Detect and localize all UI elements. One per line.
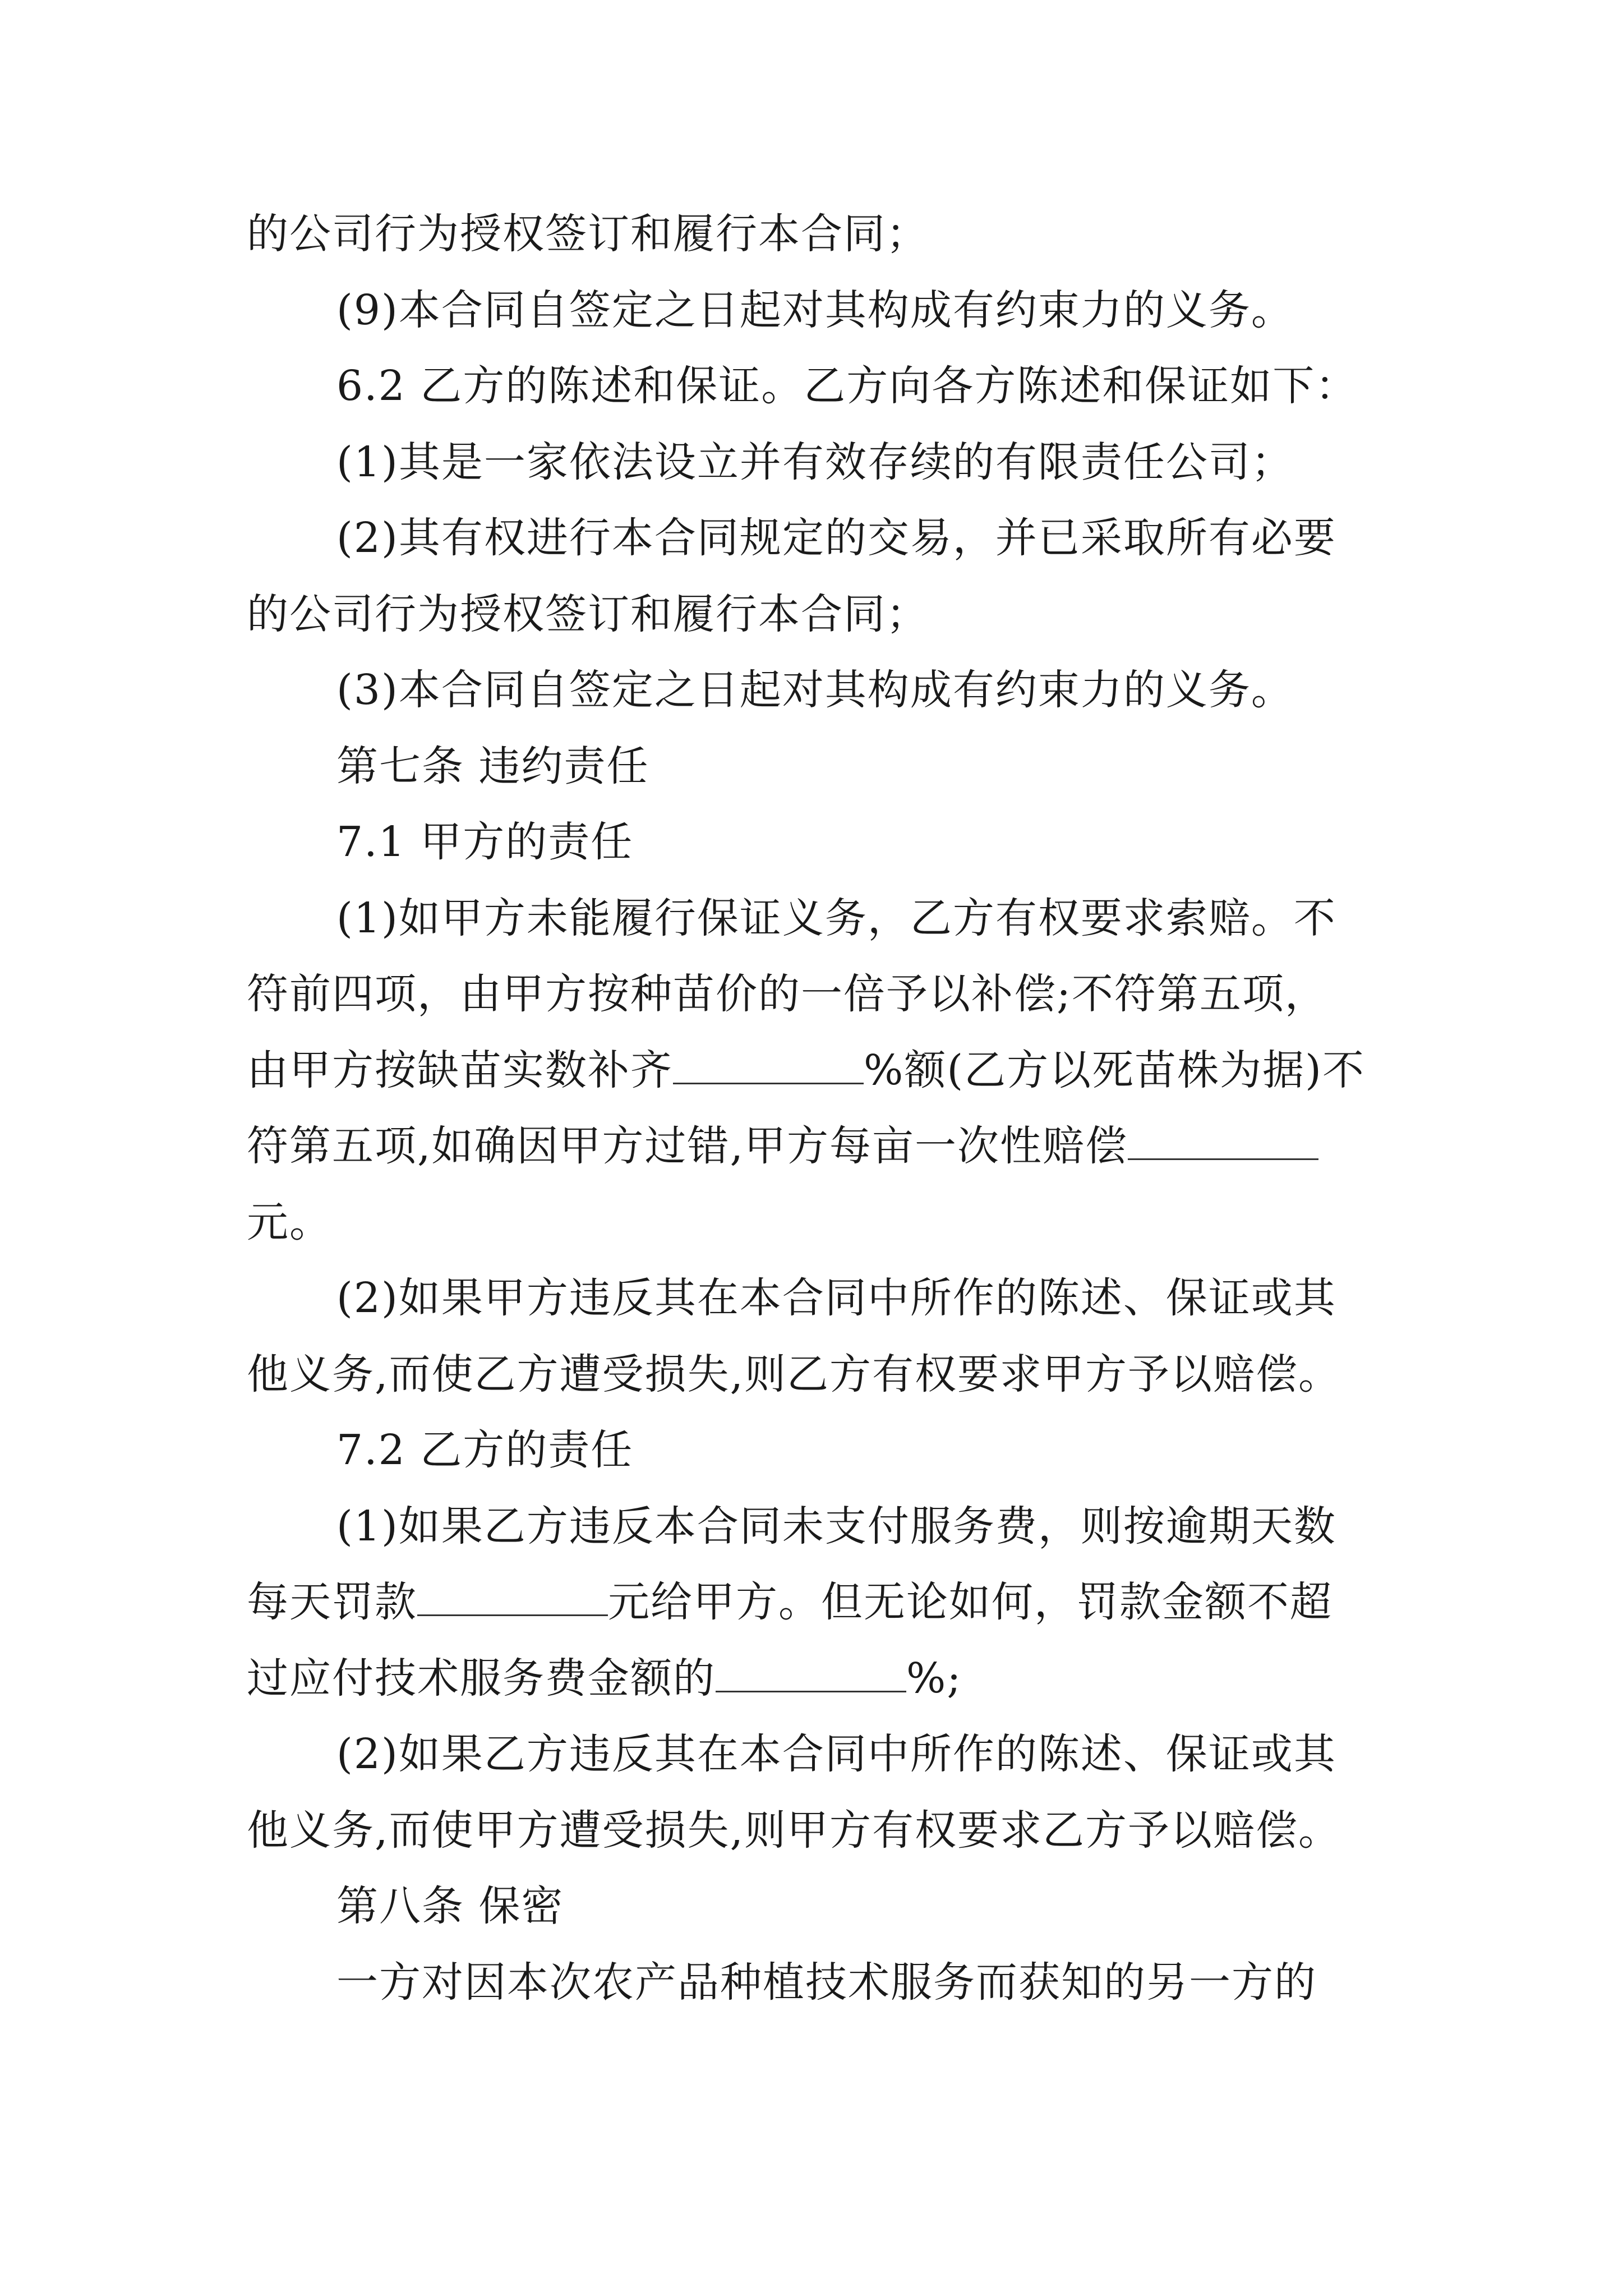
paragraph-line — [247, 1945, 1391, 2021]
line-text: 每天罚款 — [247, 1578, 417, 1626]
line-text: %; — [906, 1654, 962, 1703]
paragraph-line — [247, 1260, 1391, 1337]
line-text: 他义务,而使甲方遭受损失,则甲方有权要求乙方予以赔偿。 — [247, 1806, 1341, 1855]
fill-in-blank[interactable] — [417, 1581, 608, 1616]
paragraph-line — [247, 500, 1391, 577]
paragraph-line — [247, 1869, 1391, 1945]
line-text: 元。 — [247, 1198, 332, 1246]
fill-in-blank[interactable] — [1128, 1125, 1318, 1160]
line-text: 元给甲方。但无论如何，罚款金额不超 — [608, 1578, 1332, 1626]
paragraph-line — [247, 956, 1391, 1033]
line-text: (1)如果乙方违反本合同未支付服务费，则按逾期天数 — [336, 1502, 1336, 1550]
line-text: 6.2 乙方的陈述和保证。乙方向各方陈述和保证如下： — [336, 362, 1358, 410]
paragraph-line — [247, 1337, 1391, 1413]
paragraph-line — [247, 881, 1391, 957]
line-text: (2)如果甲方违反其在本合同中所作的陈述、保证或其 — [336, 1274, 1336, 1322]
line-text: 一方对因本次农产品种植技术服务而获知的另一方的 — [336, 1958, 1317, 2007]
paragraph-line — [247, 1793, 1391, 1869]
document-body — [247, 196, 1391, 2021]
paragraph-line — [247, 1641, 1391, 1717]
line-text: 7.1 甲方的责任 — [336, 818, 634, 866]
paragraph-line — [247, 1565, 1391, 1641]
line-text: 符前四项，由甲方按种苗价的一倍予以补偿;不符第五项， — [247, 970, 1327, 1018]
line-text: 的公司行为授权签订和履行本合同； — [247, 590, 929, 638]
paragraph-line — [247, 348, 1391, 425]
paragraph-line — [247, 729, 1391, 805]
paragraph-line — [247, 425, 1391, 501]
fill-in-blank[interactable] — [716, 1657, 906, 1692]
paragraph-line — [247, 652, 1391, 729]
line-text: 符第五项,如确因甲方过错,甲方每亩一次性赔偿 — [247, 1122, 1128, 1170]
line-text: (2)如果乙方违反其在本合同中所作的陈述、保证或其 — [336, 1730, 1336, 1778]
line-text: (1)如甲方未能履行保证义务，乙方有权要求索赔。不 — [336, 894, 1336, 942]
paragraph-line — [247, 1412, 1391, 1489]
paragraph-line — [247, 1489, 1391, 1565]
paragraph-line — [247, 273, 1391, 349]
line-text: (9)本合同自签定之日起对其构成有约束力的义务。 — [336, 286, 1294, 334]
line-text: %额(乙方以死苗株为据)不 — [864, 1046, 1366, 1094]
line-text: 第八条 保密 — [336, 1882, 564, 1930]
line-text: 由甲方按缺苗实数补齐 — [247, 1046, 673, 1094]
paragraph-line — [247, 577, 1391, 653]
paragraph-line — [247, 1108, 1391, 1185]
line-text: 7.2 乙方的责任 — [336, 1426, 634, 1474]
paragraph-line — [247, 196, 1391, 273]
fill-in-blank[interactable] — [673, 1049, 864, 1084]
line-text: (1)其是一家依法设立并有效存续的有限责任公司； — [336, 438, 1294, 486]
paragraph-line — [247, 1033, 1391, 1109]
line-text: (2)其有权进行本合同规定的交易，并已采取所有必要 — [336, 514, 1336, 562]
line-text: 他义务,而使乙方遭受损失,则乙方有权要求甲方予以赔偿。 — [247, 1350, 1341, 1398]
paragraph-line — [247, 1185, 1391, 1261]
paragraph-line — [247, 804, 1391, 881]
line-text: 过应付技术服务费金额的 — [247, 1654, 716, 1703]
line-text: 第七条 违约责任 — [336, 742, 649, 790]
paragraph-line — [247, 1717, 1391, 1793]
line-text: 的公司行为授权签订和履行本合同； — [247, 210, 929, 258]
line-text: (3)本合同自签定之日起对其构成有约束力的义务。 — [336, 666, 1294, 714]
